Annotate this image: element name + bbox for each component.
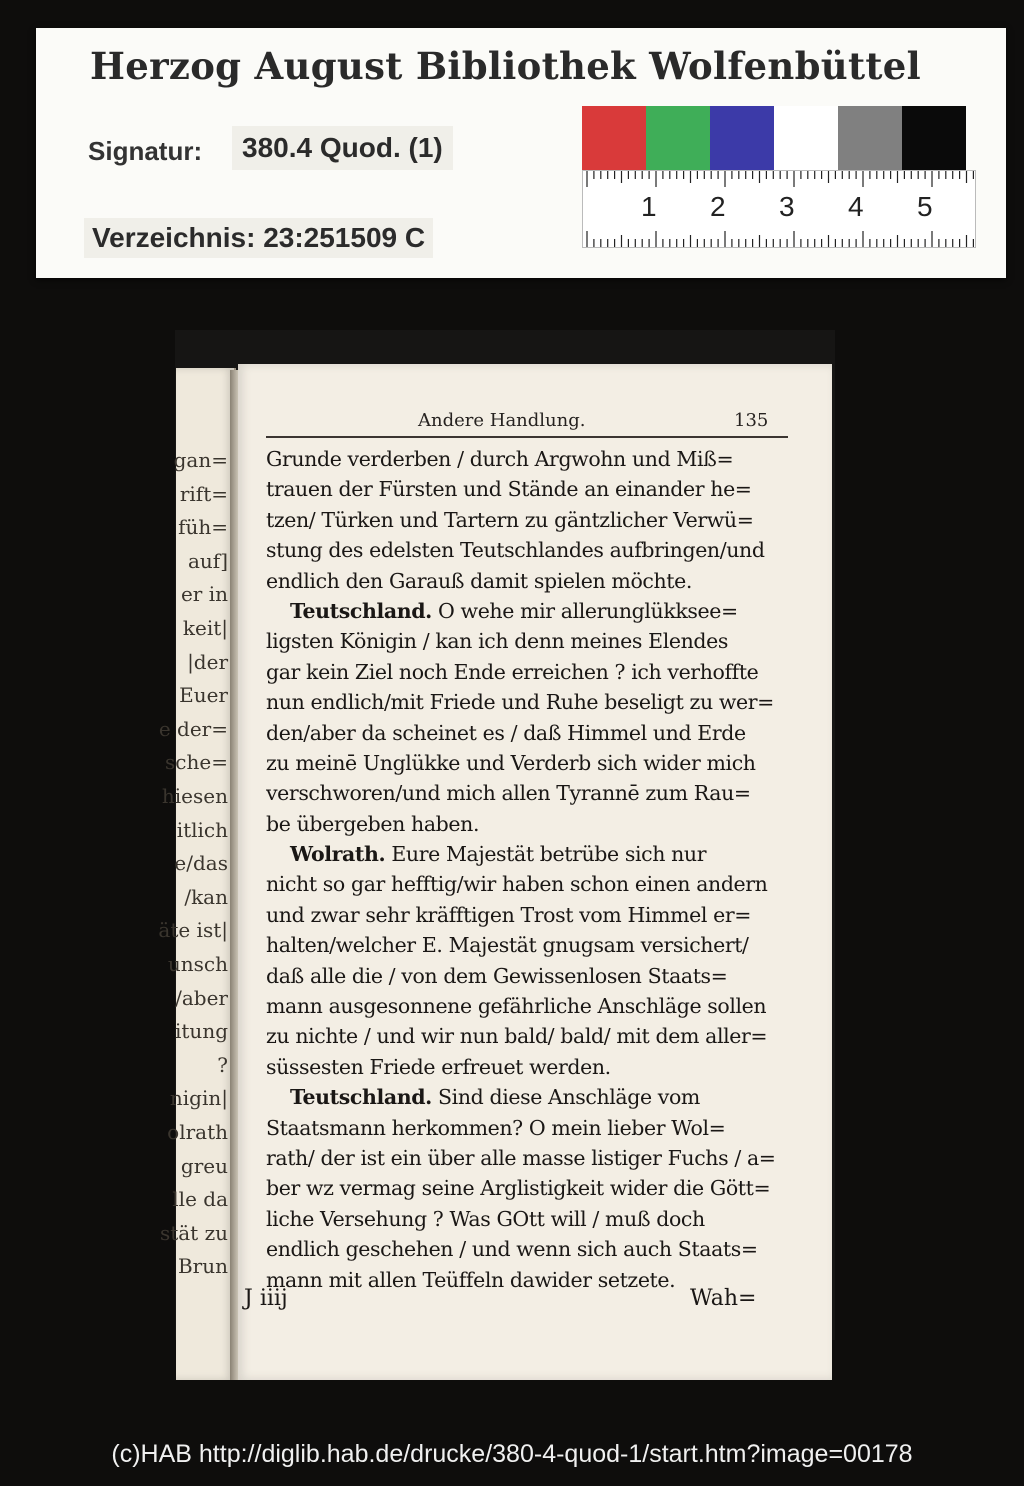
- text-line: Staatsmann herkommen? O mein lieber Wol=: [266, 1115, 726, 1140]
- verzeichnis-value: 23:251509 C: [263, 222, 426, 253]
- verzeichnis-row: [84, 218, 433, 258]
- ruler-number: 3: [779, 191, 795, 222]
- left-page-edge: [158, 368, 236, 1380]
- left-page-fragment: e/das: [174, 851, 228, 876]
- text-line: Grunde verderben / durch Argwohn und Miß=: [266, 447, 734, 471]
- signature-mark: J iiij: [244, 1286, 288, 1311]
- left-page-fragment: nigin|: [169, 1086, 228, 1111]
- color-swatch: [582, 106, 646, 170]
- text-line: endlich geschehen / und wenn sich auch Staats=: [266, 1237, 758, 1262]
- color-calibration-strip: [582, 106, 966, 170]
- text-line: endlich den Garauß damit spielen möchte.: [266, 568, 692, 593]
- text-line: mann mit allen Teüffeln dawider setzete.: [266, 1267, 676, 1292]
- text-line: liche Versehung ? Was GOtt will / muß doch: [266, 1206, 705, 1231]
- left-page-fragment: /kan: [184, 884, 228, 909]
- page-number: 135: [734, 410, 769, 431]
- head-rule: [266, 436, 788, 438]
- speech-start-line: Teutschland. O wehe mir allerunglükksee=: [290, 598, 738, 623]
- verzeichnis-label: Verzeichnis:: [92, 222, 256, 253]
- left-page-fragment: er in: [180, 582, 228, 607]
- left-page-fragment: olrath: [167, 1120, 228, 1144]
- catchword: Wah=: [690, 1286, 757, 1311]
- speech-start-line: Wolrath. Eure Majestät betrübe sich nur: [290, 842, 707, 867]
- left-page-fragment: ?: [217, 1052, 228, 1077]
- measurement-ruler: [582, 170, 976, 248]
- left-page-fragment: gan=: [173, 448, 228, 472]
- text-line: tzen/ Türken und Tartern zu gäntzlicher Verwü=: [266, 507, 754, 532]
- text-line: und zwar sehr kräfftigen Trost vom Himmel er=: [266, 902, 752, 927]
- left-page-fragment: Euer: [179, 683, 228, 708]
- text-line: zu nichte / und wir nun bald/ bald/ mit dem aller=: [266, 1024, 768, 1049]
- ruler-number: 4: [848, 191, 864, 222]
- text-line: daß alle die / von dem Gewissenlosen Staats=: [266, 963, 728, 988]
- speaker-name: Wolrath.: [290, 842, 386, 867]
- text-line: rath/ der ist ein über alle masse listiger Fuchs / a=: [266, 1145, 776, 1170]
- left-page-fragment: itlich: [176, 817, 228, 842]
- text-line: be übergeben haben.: [266, 811, 480, 836]
- left-page-fragment: Brun: [177, 1254, 228, 1279]
- left-page-fragment: itung: [175, 1019, 228, 1044]
- library-label-card: [36, 28, 1006, 278]
- left-page-fragment: greu: [180, 1153, 228, 1178]
- text-line: trauen der Fürsten und Stände an einander he=: [266, 477, 752, 502]
- text-line: zu meinē Unglükke und Verderb sich wider mich: [266, 750, 756, 775]
- left-page-fragment: unsch: [167, 952, 228, 976]
- text-line: stung des edelsten Teutschlandes aufbringen/und: [266, 538, 765, 563]
- text-line: verschworen/und mich allen Tyrannē zum Rau=: [266, 781, 751, 806]
- copyright-footer: (c)HAB http://diglib.hab.de/drucke/380-4-quod-1/start.htm?image=00178: [111, 1440, 913, 1468]
- left-page-fragment: |der: [187, 649, 228, 674]
- ruler-number: 2: [710, 191, 726, 222]
- left-page-fragment: äte ist|: [158, 918, 228, 943]
- text-line: ber wz vermag seine Arglistigkeit wider die Gött=: [266, 1176, 771, 1201]
- left-page-fragment: stät zu: [159, 1220, 228, 1245]
- text-line: süssesten Friede erfreuet werden.: [266, 1054, 611, 1079]
- library-title: Herzog August Bibliothek Wolfenbüttel: [90, 44, 921, 88]
- left-page-fragment: auf]: [187, 548, 228, 573]
- left-page-fragment: lle da: [172, 1187, 228, 1212]
- text-line: den/aber da scheinet es / daß Himmel und Erde: [266, 720, 746, 745]
- ruler-number: 1: [641, 191, 657, 222]
- speaker-name: Teutschland.: [290, 1085, 432, 1110]
- color-swatch: [902, 106, 966, 170]
- color-swatch: [774, 106, 838, 170]
- left-page-fragment: füh=: [178, 515, 228, 540]
- left-page-fragment: keit|: [182, 616, 228, 640]
- color-swatch: [710, 106, 774, 170]
- ruler-number: 5: [917, 191, 933, 222]
- text-line: mann ausgesonnene gefährliche Anschläge sollen: [266, 994, 767, 1019]
- text-line: ligsten Königin / kan ich denn meines Elendes: [266, 629, 728, 654]
- text-line: halten/welcher E. Majestät gnugsam versichert/: [266, 933, 749, 958]
- text-line: nicht so gar hefftig/wir haben schon einen andern: [266, 872, 768, 897]
- color-swatch: [646, 106, 710, 170]
- text-line: nun endlich/mit Friede und Ruhe beseligt zu wer=: [266, 690, 774, 715]
- left-page-fragment: hiesen: [161, 784, 228, 808]
- speech-start-line: Teutschland. Sind diese Anschläge vom: [290, 1085, 700, 1110]
- left-page-fragment: rift=: [179, 481, 228, 506]
- left-page-fragment: /aber: [175, 985, 228, 1010]
- speaker-name: Teutschland.: [290, 598, 432, 623]
- right-page: [238, 364, 832, 1380]
- running-head: Andere Handlung.: [418, 410, 586, 431]
- signatur-label: Signatur:: [88, 136, 203, 166]
- page-body-text: [266, 444, 788, 1295]
- left-page-fragment: sche=: [165, 750, 228, 775]
- color-swatch: [838, 106, 902, 170]
- text-line: gar kein Ziel noch Ende erreichen ? ich verhoffte: [266, 659, 759, 684]
- signatur-value: 380.4 Quod. (1): [232, 126, 453, 170]
- left-page-fragment: e der=: [158, 716, 228, 741]
